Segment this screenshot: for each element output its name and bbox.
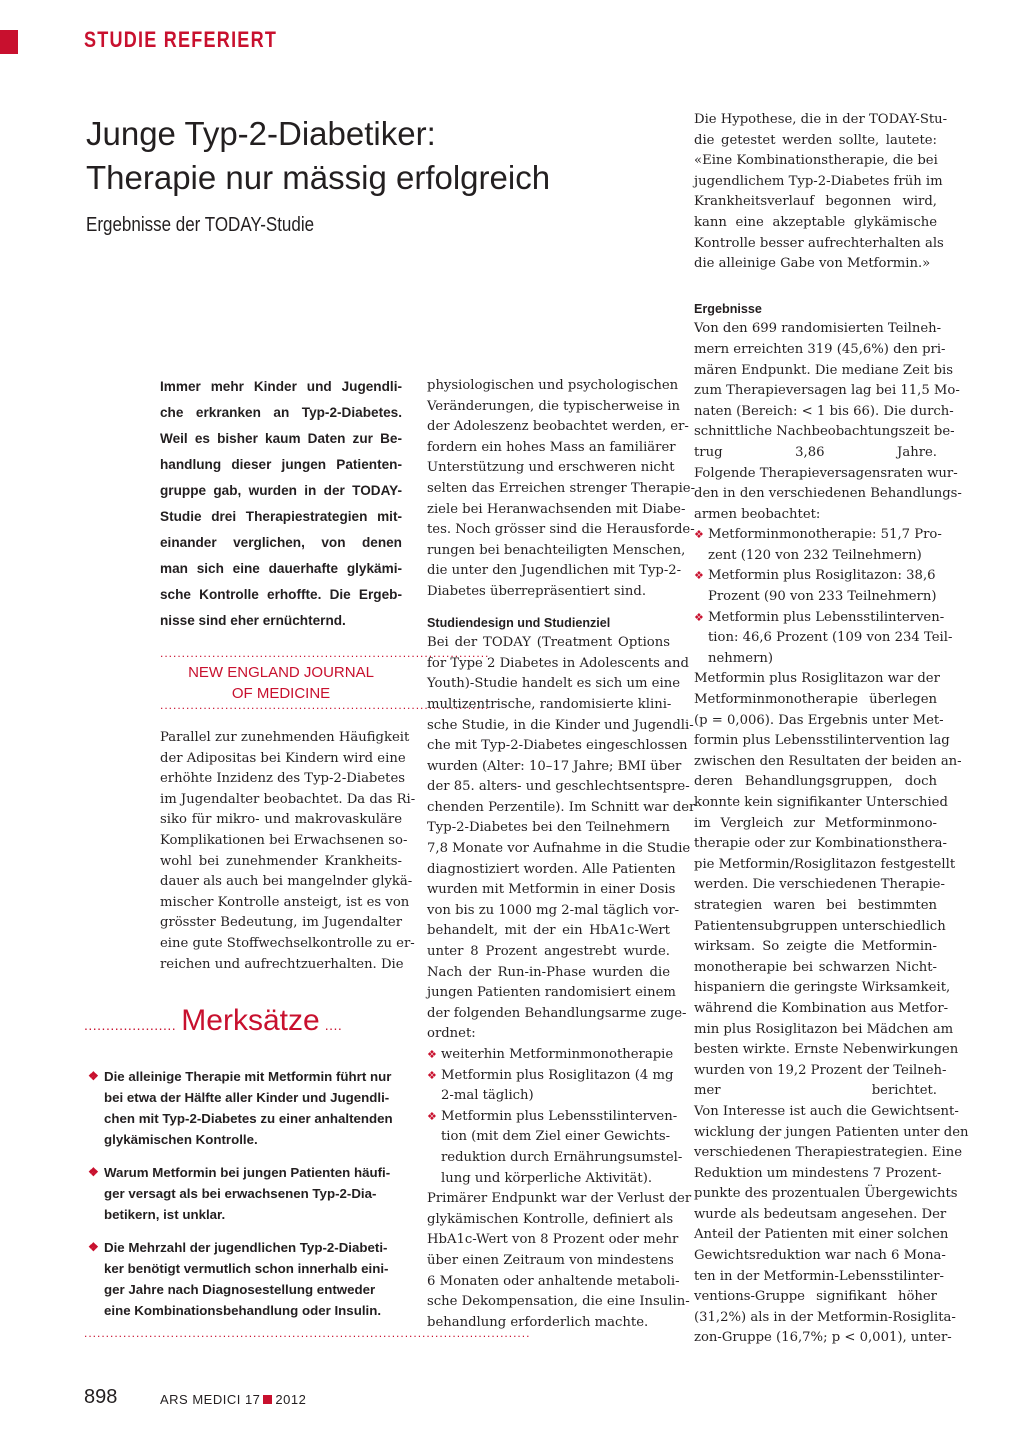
text-line: zum Therapieversagen lag bei 11,5 Mo-: [694, 383, 960, 399]
title-line: Junge Typ-2-Diabetiker:: [86, 115, 436, 152]
text-line: die getestet werden sollte, lautete:: [694, 132, 937, 148]
text-line: behandelt, mit der ein HbA1c-Wert: [427, 923, 670, 939]
dotted-leader: ....: [324, 1017, 343, 1033]
bullet-line: tion: 46,6 Prozent (109 von 234 Teil-: [708, 630, 953, 646]
lead-paragraph: [160, 374, 402, 634]
text-line: unter 8 Prozent angestrebt wurde.: [427, 944, 670, 960]
text-line: erhöhte Inzidenz des Typ-2-Diabetes: [160, 771, 406, 787]
text-line: Unterstützung und erschweren nicht: [427, 460, 675, 476]
bullet-icon: ❖: [427, 1048, 437, 1061]
text-line: Folgende Therapieversagensraten wur-: [694, 465, 958, 481]
text-line: Krankheitsverlauf begonnen wird,: [694, 194, 937, 210]
merksatz-line: chen mit Typ-2-Diabetes zu einer anhaltenden: [104, 1111, 393, 1126]
text-line: der 85. alters- und geschlechtsentspre-: [427, 779, 690, 795]
text-line: schnittliche Nachbeobachtungszeit be-: [694, 424, 955, 440]
text-line: Metformin plus Rosiglitazon war der: [694, 671, 940, 687]
text-line: 7,8 Monate vor Aufnahme in die Studie: [427, 841, 691, 857]
bullet-text: Metformin plus Rosiglitazon: 38,6: [708, 568, 936, 584]
text-line: Parallel zur zunehmenden Häufigkeit: [160, 730, 410, 745]
text-line: wohl bei zunehmender Krankheits-: [160, 853, 402, 869]
title-line: Therapie nur mässig erfolgreich: [86, 159, 551, 196]
merksaetze-list: [88, 1066, 403, 1333]
bullet-text: Metformin plus Rosiglitazon (4 mg: [441, 1067, 674, 1083]
lead-line: einander verglichen, von denen: [160, 535, 402, 550]
text-line: den in den verschiedenen Behandlungs-: [694, 486, 962, 502]
text-line: jugendlichem Typ-2-Diabetes früh im: [694, 173, 943, 189]
text-line: von bis zu 1000 mg 2-mal täglich vor-: [427, 902, 680, 918]
text-line: hispaniern die geringste Wirksamkeit,: [694, 980, 951, 996]
text-line: Nach der Run-in-Phase wurden die: [427, 964, 670, 980]
text-line: behandlung erforderlich machte.: [427, 1314, 649, 1330]
merksatz-line: Warum Metformin bei jungen Patienten häufi-: [104, 1165, 391, 1180]
article-subtitle: Ergebnisse der TODAY-Studie: [86, 214, 315, 236]
text-line: Gewichtsreduktion war nach 6 Mona-: [694, 1248, 946, 1264]
bullet-text: Metformin plus Lebensstilinterven-: [708, 609, 945, 625]
text-line: Metforminmonotherapie überlegen: [694, 692, 937, 708]
text-line: ten in der Metformin-Lebensstilinter-: [694, 1268, 944, 1284]
lead-line: Studie drei Therapiestrategien mit-: [160, 509, 402, 524]
text-line: naten (Bereich: < 1 bis 66). Die durch-: [694, 403, 954, 419]
merksatz-line: Die alleinige Therapie mit Metformin führt nur: [104, 1069, 392, 1084]
text-line: Reduktion um mindestens 7 Prozent-: [694, 1165, 942, 1181]
text-line: werden. Die verschiedenen Therapie-: [694, 877, 945, 893]
footer-year: 2012: [275, 1392, 307, 1407]
text-line: formin plus Lebensstilintervention lag: [694, 733, 950, 749]
bullet-text: Metformin plus Lebensstilinterven-: [441, 1108, 678, 1124]
merksaetze-heading: [84, 1004, 404, 1038]
bullet-line: Prozent (90 von 233 Teilnehmern): [708, 589, 937, 605]
text-line: Patientensubgruppen unterschiedlich: [694, 918, 946, 934]
text-line: zon-Gruppe (16,7%; p < 0,001), unter-: [694, 1330, 952, 1346]
text-line: che mit Typ-2-Diabetes eingeschlossen: [427, 738, 688, 754]
text-line: der Adoleszenz beobachtet werden, er-: [427, 419, 689, 435]
text-line: Bei der TODAY (Treatment Options: [427, 635, 670, 651]
text-line: Veränderungen, die typischerweise in: [427, 398, 681, 414]
text-line: (p = 0,006). Das Ergebnis unter Met-: [694, 712, 944, 728]
text-line: multizentrische, randomisierte klini-: [427, 696, 672, 712]
bullet-icon: ❖: [694, 610, 704, 624]
text-line: besten wirkte. Ernste Nebenwirkungen: [694, 1042, 959, 1058]
section-marker: [0, 30, 18, 54]
body-column-1: [160, 728, 416, 975]
text-line: verschiedenen Therapiestrategien. Eine: [694, 1145, 962, 1161]
text-line: eine gute Stoffwechselkontrolle zu er-: [160, 935, 415, 951]
dotted-divider: .......................................................................................................: [84, 1326, 531, 1340]
bullet-icon: ❖: [694, 528, 704, 542]
text-line: Von Interesse ist auch die Gewichtsent-: [694, 1103, 959, 1119]
text-line: fordern ein hohes Mass an familiärer: [427, 439, 676, 455]
text-line: for Type 2 Diabetes in Adolescents and: [427, 655, 689, 671]
text-line: Kontrolle besser aufrechterhalten als: [694, 235, 944, 251]
text-line: konnte kein signifikanter Unterschied: [694, 795, 948, 810]
text-line: Typ-2-Diabetes bei den Teilnehmern: [427, 820, 670, 836]
footer-source: [160, 1392, 306, 1407]
text-line: Primärer Endpunkt war der Verlust der: [427, 1191, 692, 1207]
text-line: wirksam. So zeigte die Metformin-: [694, 939, 937, 955]
lead-line: Weil es bisher kaum Daten zur Be-: [160, 431, 402, 446]
merksatz-line: betikern, ist unklar.: [104, 1207, 226, 1222]
text-line: diagnostiziert worden. Alle Patienten: [427, 861, 676, 877]
text-line: kann eine akzeptable glykämische: [694, 214, 937, 230]
text-line: wicklung der jungen Patienten unter den: [694, 1124, 969, 1140]
lead-line: handlung dieser jungen Patienten-: [160, 457, 402, 472]
bullet-line: nehmern): [708, 650, 774, 666]
text-line: jungen Patienten randomisiert einem: [427, 985, 676, 1001]
text-line: reichen und aufrechtzuerhalten. Die: [160, 956, 404, 972]
text-line: wurde als bedeutsam angesehen. Der: [694, 1206, 947, 1222]
bullet-icon: ❖: [694, 569, 704, 583]
section-heading: Studiendesign und Studienziel: [427, 615, 611, 630]
bullet-line: tion (mit dem Ziel einer Gewichts-: [441, 1129, 671, 1145]
merksatz-item: [88, 1237, 403, 1321]
text-line: im Jugendalter beobachtet. Da das Ri-: [160, 791, 416, 807]
merksatz-item: [88, 1162, 403, 1225]
merksatz-line: glykämischen Kontrolle.: [104, 1132, 258, 1147]
text-line: die unter den Jugendlichen mit Typ-2-: [427, 563, 682, 579]
text-line: wurden von 19,2 Prozent der Teilneh-: [694, 1062, 947, 1078]
body-column-2: [427, 376, 696, 1333]
text-line: Youth)-Studie handelt es sich um eine: [427, 676, 681, 692]
text-line: wurden (Alter: 10–17 Jahre; BMI über: [427, 758, 682, 774]
text-line: ordnet:: [427, 1026, 476, 1042]
text-line: therapie oder zur Kombinationsthera-: [694, 836, 947, 852]
text-line: mischer Kontrolle ansteigt, ist es von: [160, 894, 410, 910]
text-line: «Eine Kombinationstherapie, die bei: [694, 153, 938, 169]
text-line: mern erreichten 319 (45,6%) den pri-: [694, 341, 946, 357]
text-line: dauer als auch bei mangelnder glykä-: [160, 874, 413, 890]
lead-line: che erkranken an Typ-2-Diabetes.: [160, 405, 402, 420]
text-line: deren Behandlungsgruppen, doch: [694, 774, 937, 790]
text-line: Anteil der Patienten mit einer solchen: [694, 1227, 949, 1243]
page-number: 898: [84, 1386, 118, 1408]
lead-line: gruppe gab, wurden in der TODAY-: [160, 483, 402, 498]
merksatz-item: [88, 1066, 403, 1150]
body-column-3: [694, 110, 969, 1349]
merksaetze-title: Merksätze: [181, 1004, 320, 1037]
text-line: (31,2%) als in der Metformin-Rosiglita-: [694, 1309, 956, 1325]
text-line: während die Kombination aus Metfor-: [694, 1000, 949, 1016]
text-line: HbA1c-Wert von 8 Prozent oder mehr: [427, 1232, 679, 1248]
text-line: Komplikationen bei Erwachsenen so-: [160, 832, 408, 848]
text-line: min plus Rosiglitazon bei Mädchen am: [694, 1021, 954, 1037]
lead-line: Immer mehr Kinder und Jugendli-: [160, 379, 402, 394]
bullet-icon: ❖: [88, 1069, 99, 1083]
text-line: monotherapie bei schwarzen Nicht-: [694, 959, 937, 975]
bullet-line: [694, 525, 942, 546]
text-line: der Adipositas bei Kindern wird eine: [160, 750, 406, 766]
text-line: die alleinige Gabe von Metformin.»: [694, 256, 931, 272]
text-line: mer berichtet.: [694, 1083, 937, 1099]
bullet-icon: ❖: [88, 1240, 99, 1254]
text-line: glykämischen Kontrolle, definiert als: [427, 1211, 674, 1227]
bullet-text: Metforminmonotherapie: 51,7 Pro-: [708, 527, 942, 543]
text-line: wurden mit Metformin in einer Dosis: [427, 882, 676, 898]
lead-line: man sich eine dauerhafte glykämi-: [160, 561, 402, 576]
journal-line: NEW ENGLAND JOURNAL: [188, 664, 374, 681]
bullet-text: weiterhin Metforminmonotherapie: [441, 1047, 674, 1062]
text-line: Diabetes überrepräsentiert sind.: [427, 583, 647, 599]
text-line: punkte des prozentualen Übergewichts: [694, 1186, 958, 1202]
article-title: [86, 112, 646, 200]
bullet-line: zent (120 von 232 Teilnehmern): [708, 547, 922, 563]
text-line: trug 3,86 Jahre.: [694, 444, 937, 460]
dotted-divider: ............................................................................: [160, 646, 490, 660]
merksatz-line: ger versagt als bei erwachsenen Typ-2-Dia-: [104, 1186, 377, 1201]
merksatz-line: ker benötigt vermutlich schon innerhalb eini-: [104, 1261, 389, 1276]
text-line: mären Endpunkt. Die mediane Zeit bis: [694, 362, 954, 378]
text-line: sche Dekompensation, die eine Insulin-: [427, 1294, 690, 1310]
lead-line: nisse sind eher ernüchternd.: [160, 613, 346, 628]
bullet-icon: ❖: [88, 1165, 99, 1179]
bullet-line: 2-mal täglich): [441, 1088, 534, 1104]
text-line: Die Hypothese, die in der TODAY-Stu-: [694, 112, 948, 127]
section-heading: Ergebnisse: [694, 301, 762, 316]
bullet-icon: ❖: [427, 1109, 437, 1123]
text-line: ventions-Gruppe signifikant höher: [694, 1289, 937, 1305]
text-line: selten das Erreichen strenger Therapie-: [427, 480, 696, 496]
lead-line: sche Kontrolle erhoffte. Die Ergeb-: [160, 587, 402, 602]
footer-journal: ARS MEDICI 17: [160, 1392, 261, 1407]
text-line: ziele bei Heranwachsenden mit Diabe-: [427, 501, 686, 517]
text-line: 6 Monaten oder anhaltende metaboli-: [427, 1273, 680, 1289]
text-line: grösster Bedeutung, im Jugendalter: [160, 915, 402, 931]
bullet-line: [427, 1045, 674, 1066]
text-line: der folgenden Behandlungsarme zuge-: [427, 1005, 687, 1021]
section-tag: STUDIE REFERIERT: [84, 27, 278, 52]
text-line: strategien waren bei bestimmten: [694, 897, 937, 913]
text-line: pie Metformin/Rosiglitazon festgestellt: [694, 856, 956, 872]
text-line: siko für mikro- und makrovaskuläre: [160, 812, 402, 828]
journal-line: OF MEDICINE: [231, 685, 331, 702]
square-icon: [263, 1395, 272, 1404]
merksatz-line: ger Jahre nach Diagnosestellung entweder: [104, 1282, 376, 1297]
text-line: Von den 699 randomisierten Teilneh-: [694, 321, 942, 337]
bullet-icon: ❖: [427, 1068, 437, 1082]
text-line: armen beobachtet:: [694, 506, 821, 522]
text-line: zwischen den Resultaten der beiden an-: [694, 753, 962, 769]
merksatz-line: eine Kombinationsbehandlung oder Insulin.: [104, 1303, 382, 1318]
merksatz-line: bei etwa der Hälfte aller Kinder und Jugendli-: [104, 1090, 390, 1105]
bullet-line: [694, 608, 945, 629]
text-line: rungen bei benachteiligten Menschen,: [427, 542, 686, 558]
text-line: sche Studie, in die Kinder und Jugendli-: [427, 717, 694, 733]
bullet-line: reduktion durch Ernährungsumstel-: [441, 1149, 683, 1165]
dotted-divider: ............................................................................: [160, 698, 490, 712]
bullet-line: [427, 1107, 678, 1128]
bullet-line: [694, 566, 937, 587]
bullet-line: lung und körperliche Aktivität).: [441, 1170, 653, 1186]
text-line: tes. Noch grösser sind die Herausforde-: [427, 522, 695, 538]
text-line: im Vergleich zur Metforminmono-: [694, 815, 937, 831]
text-line: chenden Perzentile). Im Schnitt war der: [427, 799, 696, 815]
text-line: physiologischen und psychologischen: [427, 378, 679, 393]
merksatz-line: Die Mehrzahl der jugendlichen Typ-2-Diabeti-: [104, 1240, 388, 1255]
bullet-line: [427, 1066, 674, 1087]
text-line: über einen Zeitraum von mindestens: [427, 1252, 674, 1268]
dotted-leader: .....................: [84, 1017, 177, 1033]
